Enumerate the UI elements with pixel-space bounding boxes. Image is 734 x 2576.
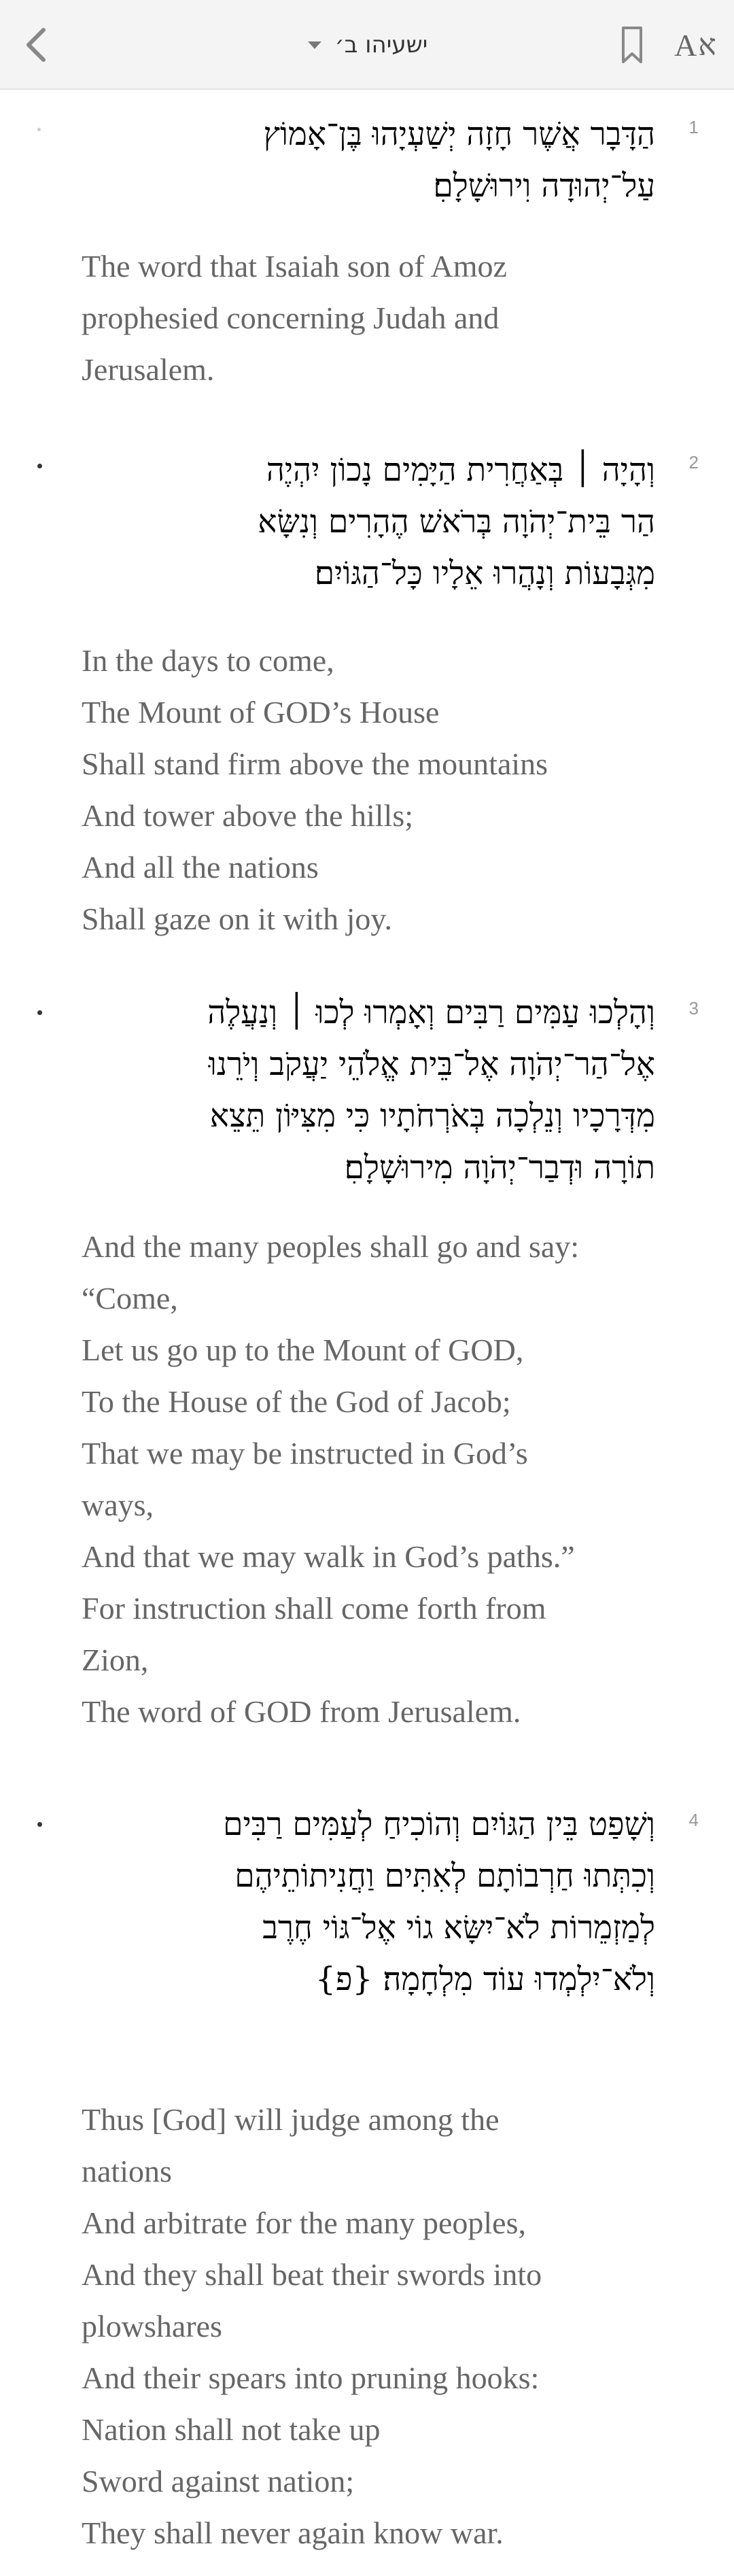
hebrew-line: הַר בֵּית־יְהֹוָה בְּרֹאשׁ הֶהָרִים וְנִשָּׂא bbox=[258, 503, 655, 540]
english-line: The Mount of GOD’s House bbox=[82, 695, 440, 729]
hebrew-line: מִגְּבָעוֹת וְנָהֲרוּ אֵלָיו כָּל־הַגּוֹיִם׃ bbox=[314, 555, 655, 592]
hebrew-line: וְלֹא־יִלְמְדוּ עוֹד מִלְחָמָה׃ {פ} bbox=[315, 1961, 655, 1998]
hebrew-line: לְמַזְמֵרוֹת לֹא־יִשָּׂא גוֹי אֶל־גּוֹי חֶרֶב bbox=[262, 1909, 655, 1946]
english-translation bbox=[82, 1221, 680, 1738]
english-line: Shall gaze on it with joy. bbox=[82, 901, 392, 936]
verse-marker-dot bbox=[37, 1822, 42, 1827]
english-line: To the House of the God of Jacob; bbox=[82, 1384, 511, 1419]
hebrew-text bbox=[71, 109, 655, 212]
hebrew-line: הַדָּבָר אֲשֶׁר חָזָה יְשַׁעְיָהוּ בֶּן־אָמוֹץ bbox=[263, 116, 655, 153]
english-line: plowshares bbox=[82, 2309, 222, 2343]
english-line: The word of GOD from Jerusalem. bbox=[82, 1694, 521, 1729]
font-size-button[interactable] bbox=[666, 20, 724, 69]
english-line: “Come, bbox=[82, 1281, 178, 1316]
back-button[interactable] bbox=[12, 20, 61, 69]
bookmark-icon bbox=[621, 25, 644, 65]
english-translation bbox=[82, 635, 680, 945]
english-line: Nation shall not take up bbox=[82, 2412, 381, 2447]
verse-number: 1 bbox=[688, 117, 699, 137]
english-line: They shall never again know war. bbox=[82, 2515, 504, 2550]
verse-marker-dot bbox=[37, 128, 41, 131]
english-line: Thus [God] will judge among the bbox=[82, 2102, 500, 2137]
english-line: And they shall beat their swords into bbox=[82, 2257, 542, 2292]
verse-marker-dot bbox=[37, 1010, 42, 1015]
chevron-left-icon bbox=[23, 26, 50, 64]
hebrew-line: מִדְּרָכָיו וְנֵלְכָה בְּאֹרְחֹתָיו כִּי מִצִּיּוֹן תֵּצֵא bbox=[209, 1097, 655, 1135]
chapter-selector[interactable] bbox=[285, 19, 449, 71]
verse-marker-dot bbox=[37, 464, 42, 468]
hebrew-line: וְהָלְכוּ עַמִּים רַבִּים וְאָמְרוּ לְכוּ ׀ וְנַעֲלֶה bbox=[207, 994, 655, 1031]
english-line: And tower above the hills; bbox=[82, 798, 414, 833]
hebrew-line: וְשָׁפַט בֵּין הַגּוֹיִם וְהוֹכִיחַ לְעַמִּים רַבִּים bbox=[223, 1806, 655, 1843]
caret-down-icon bbox=[307, 39, 323, 50]
english-line: Sword against nation; bbox=[82, 2464, 355, 2498]
hebrew-text bbox=[71, 987, 655, 1194]
english-line: ways, bbox=[82, 1488, 154, 1522]
hebrew-text bbox=[71, 1799, 655, 2006]
english-line: For instruction shall come forth from bbox=[82, 1591, 546, 1626]
english-line: prophesied concerning Judah and bbox=[82, 300, 500, 335]
verse-number: 3 bbox=[688, 998, 699, 1018]
english-line: And the many peoples shall go and say: bbox=[82, 1229, 580, 1264]
font-size-latin-label: A bbox=[674, 27, 697, 63]
english-line: And that we may walk in God’s paths.” bbox=[82, 1539, 575, 1574]
verse-number: 2 bbox=[688, 452, 699, 473]
hebrew-line: וְכִתְּתוּ חַרְבוֹתָם לְאִתִּים וַחֲנִיתוֹתֵיהֶם bbox=[234, 1857, 655, 1895]
english-line: nations bbox=[82, 2154, 172, 2188]
english-line: In the days to come, bbox=[82, 643, 334, 678]
hebrew-line: אֶל־הַר־יְהֹוָה אֶל־בֵּית אֱלֹהֵי יַעֲקֹב וְיֹרֵנוּ bbox=[208, 1046, 655, 1083]
english-line: The word that Isaiah son of Amoz bbox=[82, 249, 507, 284]
english-translation bbox=[82, 2094, 680, 2559]
top-bar bbox=[0, 0, 734, 90]
english-translation bbox=[82, 241, 680, 396]
bookmark-button[interactable] bbox=[610, 22, 654, 68]
english-line: And all the nations bbox=[82, 850, 319, 885]
english-line: Jerusalem. bbox=[82, 352, 215, 387]
english-line: And arbitrate for the many peoples, bbox=[82, 2205, 526, 2240]
hebrew-line: וְהָיָה ׀ בְּאַחֲרִית הַיָּמִים נָכוֹן יִהְיֶה bbox=[266, 451, 655, 489]
english-line: That we may be instructed in God’s bbox=[82, 1436, 528, 1471]
english-line: Let us go up to the Mount of GOD, bbox=[82, 1333, 524, 1367]
hebrew-text bbox=[71, 445, 655, 600]
font-size-hebrew-label: א bbox=[698, 27, 716, 63]
verse-number: 4 bbox=[688, 1810, 699, 1830]
hebrew-line: תוֹרָה וּדְבַר־יְהֹוָה מִירוּשָׁלָםִ׃ bbox=[344, 1149, 655, 1186]
english-line: Shall stand firm above the mountains bbox=[82, 746, 548, 781]
english-line: Zion, bbox=[82, 1643, 149, 1677]
chapter-title: ישעיהו ב׳ bbox=[334, 31, 428, 58]
hebrew-line: עַל־יְהוּדָה וִירוּשָׁלָםִ׃ bbox=[433, 167, 655, 205]
english-line: And their spears into pruning hooks: bbox=[82, 2360, 540, 2395]
